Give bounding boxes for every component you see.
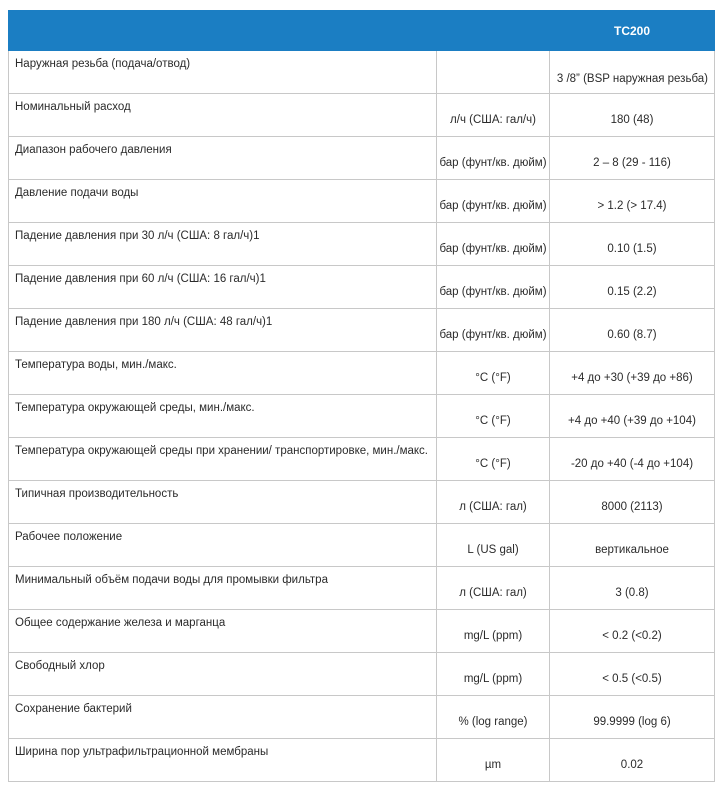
table-row — [9, 137, 715, 180]
unit-cell: л (США: гал) — [437, 567, 550, 610]
unit-cell: °C (°F) — [437, 352, 550, 395]
table-row — [9, 739, 715, 782]
unit-cell — [437, 51, 550, 94]
table-row — [9, 610, 715, 653]
value-cell: -20 до +40 (-4 до +104) — [550, 438, 715, 481]
param-cell: Номинальный расход — [9, 94, 437, 137]
table-row — [9, 395, 715, 438]
table-row — [9, 696, 715, 739]
table-row — [9, 481, 715, 524]
param-cell: Сохранение бактерий — [9, 696, 437, 739]
param-cell: Минимальный объём подачи воды для промывки фильтра — [9, 567, 437, 610]
value-cell: < 0.2 (<0.2) — [550, 610, 715, 653]
value-cell: 0.10 (1.5) — [550, 223, 715, 266]
param-cell: Падение давления при 180 л/ч (США: 48 гал/ч)1 — [9, 309, 437, 352]
unit-cell: mg/L (ppm) — [437, 653, 550, 696]
table-row — [9, 180, 715, 223]
unit-cell: mg/L (ppm) — [437, 610, 550, 653]
table-header-row — [9, 11, 715, 51]
param-cell: Температура воды, мин./макс. — [9, 352, 437, 395]
value-cell: 0.15 (2.2) — [550, 266, 715, 309]
param-cell: Диапазон рабочего давления — [9, 137, 437, 180]
unit-cell: л (США: гал) — [437, 481, 550, 524]
value-cell: 2 – 8 (29 - 116) — [550, 137, 715, 180]
table-row — [9, 51, 715, 94]
param-cell: Падение давления при 60 л/ч (США: 16 гал/ч)1 — [9, 266, 437, 309]
unit-cell: бар (фунт/кв. дюйм) — [437, 223, 550, 266]
table-row — [9, 223, 715, 266]
param-cell: Падение давления при 30 л/ч (США: 8 гал/ч)1 — [9, 223, 437, 266]
table-row — [9, 567, 715, 610]
table-row — [9, 524, 715, 567]
value-cell: 0.60 (8.7) — [550, 309, 715, 352]
table-row — [9, 438, 715, 481]
unit-cell: бар (фунт/кв. дюйм) — [437, 309, 550, 352]
param-cell: Давление подачи воды — [9, 180, 437, 223]
value-cell: < 0.5 (<0.5) — [550, 653, 715, 696]
unit-cell: бар (фунт/кв. дюйм) — [437, 180, 550, 223]
value-cell: +4 до +40 (+39 до +104) — [550, 395, 715, 438]
unit-cell: L (US gal) — [437, 524, 550, 567]
value-cell: 8000 (2113) — [550, 481, 715, 524]
param-cell: Температура окружающей среды, мин./макс. — [9, 395, 437, 438]
header-model-cell: TC200 — [550, 11, 715, 51]
unit-cell: µm — [437, 739, 550, 782]
unit-cell: % (log range) — [437, 696, 550, 739]
table-row — [9, 352, 715, 395]
param-cell: Температура окружающей среды при хранении/ транспортировке, мин./макс. — [9, 438, 437, 481]
table-row — [9, 653, 715, 696]
spec-table — [8, 10, 715, 782]
value-cell: 99.9999 (log 6) — [550, 696, 715, 739]
unit-cell: °C (°F) — [437, 395, 550, 438]
table-row — [9, 309, 715, 352]
value-cell: > 1.2 (> 17.4) — [550, 180, 715, 223]
header-unit-cell — [437, 11, 550, 51]
param-cell: Ширина пор ультрафильтрационной мембраны — [9, 739, 437, 782]
table-row — [9, 266, 715, 309]
param-cell: Типичная производительность — [9, 481, 437, 524]
header-param-cell — [9, 11, 437, 51]
value-cell: 0.02 — [550, 739, 715, 782]
unit-cell: бар (фунт/кв. дюйм) — [437, 137, 550, 180]
unit-cell: °C (°F) — [437, 438, 550, 481]
param-cell: Рабочее положение — [9, 524, 437, 567]
param-cell: Общее содержание железа и марганца — [9, 610, 437, 653]
value-cell: 3 (0.8) — [550, 567, 715, 610]
value-cell: 180 (48) — [550, 94, 715, 137]
table-row — [9, 94, 715, 137]
param-cell: Свободный хлор — [9, 653, 437, 696]
unit-cell: бар (фунт/кв. дюйм) — [437, 266, 550, 309]
param-cell: Наружная резьба (подача/отвод) — [9, 51, 437, 94]
value-cell: +4 до +30 (+39 до +86) — [550, 352, 715, 395]
unit-cell: л/ч (США: гал/ч) — [437, 94, 550, 137]
value-cell: вертикальное — [550, 524, 715, 567]
value-cell: 3 /8” (BSP наружная резьба) — [550, 51, 715, 94]
